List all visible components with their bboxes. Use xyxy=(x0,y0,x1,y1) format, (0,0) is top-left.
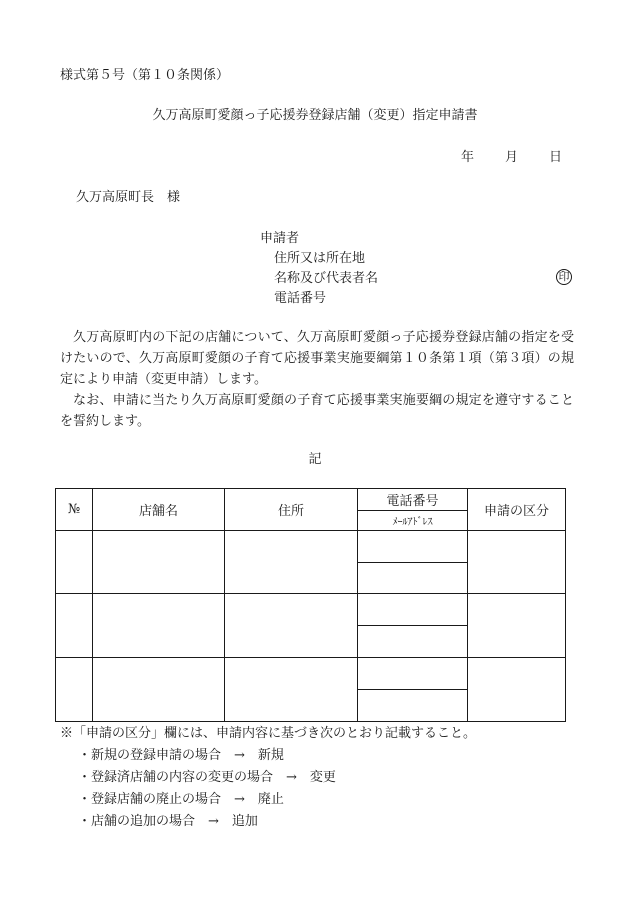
body-paragraph-2: なお、申請に当たり久万高原町愛顔の子育て応援事業実施要綱の規定を遵守することを誓約します。 xyxy=(60,393,574,429)
header-no: № xyxy=(56,489,93,531)
table-row xyxy=(56,594,566,626)
cell-no[interactable] xyxy=(56,658,93,722)
cell-no[interactable] xyxy=(56,594,93,658)
applicant-name-label: 名称及び代表者名 xyxy=(274,271,379,286)
cell-store-name[interactable] xyxy=(93,594,225,658)
header-phone: 電話番号 xyxy=(358,489,468,511)
cell-store-name[interactable] xyxy=(93,658,225,722)
date-line xyxy=(461,150,562,166)
table-row xyxy=(56,531,566,563)
date-month: 月 xyxy=(505,150,519,165)
cell-phone[interactable] xyxy=(358,658,468,690)
notes-item-add: ・店舗の追加の場合 → 追加 xyxy=(78,814,258,829)
table-header-row xyxy=(56,489,566,511)
cell-email[interactable] xyxy=(358,563,468,594)
document-title: 久万高原町愛顔っ子応援券登録店舗（変更）指定申請書 xyxy=(152,108,478,123)
notes-item-new: ・新規の登録申請の場合 → 新規 xyxy=(78,748,284,763)
notes-item-abolish: ・登録店舗の廃止の場合 → 廃止 xyxy=(78,792,284,807)
store-table xyxy=(55,488,566,722)
cell-address[interactable] xyxy=(225,531,358,594)
applicant-label: 申請者 xyxy=(260,231,300,246)
cell-email[interactable] xyxy=(358,690,468,722)
addressee: 久万高原町長 様 xyxy=(76,190,181,205)
notes xyxy=(60,723,476,833)
notes-intro: ※「申請の区分」欄には、申請内容に基づき次のとおり記載すること。 xyxy=(60,726,477,741)
applicant-address-label: 住所又は所在地 xyxy=(274,251,366,266)
header-email: ﾒｰﾙｱﾄﾞﾚｽ xyxy=(358,511,468,531)
cell-store-name[interactable] xyxy=(93,531,225,594)
form-number: 様式第５号（第１０条関係） xyxy=(60,68,230,83)
cell-category[interactable] xyxy=(468,531,566,594)
notes-item-change: ・登録済店舗の内容の変更の場合 → 変更 xyxy=(78,770,336,785)
table-row xyxy=(56,658,566,690)
cell-no[interactable] xyxy=(56,531,93,594)
cell-address[interactable] xyxy=(225,658,358,722)
cell-email[interactable] xyxy=(358,626,468,658)
cell-phone[interactable] xyxy=(358,594,468,626)
date-year: 年 xyxy=(461,150,475,165)
header-category: 申請の区分 xyxy=(468,489,566,531)
ki-heading: 記 xyxy=(308,452,322,467)
date-day: 日 xyxy=(549,150,563,165)
header-store-name: 店舗名 xyxy=(93,489,225,531)
cell-category[interactable] xyxy=(468,594,566,658)
applicant-phone-label: 電話番号 xyxy=(274,291,327,306)
cell-phone[interactable] xyxy=(358,531,468,563)
header-address: 住所 xyxy=(225,489,358,531)
cell-address[interactable] xyxy=(225,594,358,658)
seal-mark: 印 xyxy=(556,269,572,285)
cell-category[interactable] xyxy=(468,658,566,722)
body-paragraph-1: 久万高原町内の下記の店舗について、久万高原町愛顔っ子応援券登録店舗の指定を受けたいので、久万高原町愛顔の子育て応援事業実施要綱第１０条第１項（第３項）の規定により申請（変更申請）します。 xyxy=(60,330,574,387)
